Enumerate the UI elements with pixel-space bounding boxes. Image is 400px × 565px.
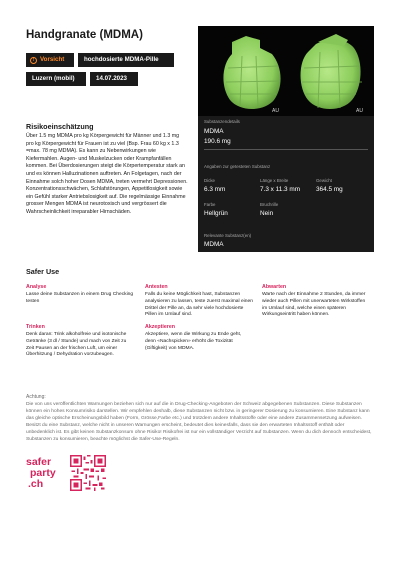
tip-title: Antesten: [145, 284, 168, 290]
date-badge: 14.07.2023: [90, 72, 138, 86]
disclaimer: [26, 394, 374, 443]
tip-text: Warte nach der Einnahme 2 Stunden, da immer wieder auch Pillen mit unerwarteten Wirkstoffen im Umlauf sind, welche einen späteren Wirkungseintritt haben können.: [262, 292, 366, 318]
weight-label: Gewicht: [316, 178, 332, 183]
weight-value: 364.5 mg: [316, 186, 343, 193]
tip-text: Denk daran: Trink alkoholfreie und isotonische Getränke (3 dl / Stunde) und mach von Zeit zu Zeit Pausen an der frischen Luft, um einer Überhitzung / Dehydration vorzubeugen.: [26, 332, 127, 358]
warning-icon: !: [30, 57, 37, 64]
substance-details-label: Substanzendetails: [204, 119, 240, 124]
photo-label-right: AU: [356, 108, 363, 114]
warning-badge: [26, 53, 74, 67]
pill-type-badge: hochdosierte MDMA-Pille: [78, 53, 174, 67]
tip-analysis: [26, 284, 134, 306]
disclaimer-heading: Achtung:: [26, 394, 46, 400]
tested-substance-label: Angaben zur getesteten Substanz: [204, 164, 271, 169]
relevant-substance-value: MDMA: [204, 241, 224, 248]
pill-photo: [198, 26, 374, 116]
substance-panel: [198, 116, 374, 252]
tip-drink: [26, 324, 134, 359]
pill-photo-image: [198, 26, 374, 116]
dimensions-label: Länge x Breite: [260, 178, 289, 183]
risk-heading: Risikoeinschätzung: [26, 122, 94, 131]
safer-use-heading: Safer Use: [26, 267, 60, 276]
score-line-value: Nein: [260, 210, 274, 217]
tip-title: Analyse: [26, 284, 47, 290]
tip-title: Abwarten: [262, 284, 287, 290]
disclaimer-body: Die von uns veröffentlichten Warnungen beziehen sich nur auf die in Drug-Checking-Angeboten der Schweiz abgegebenen Substanzen. Diese Substanzen können ein hohes Konsumrisiko darstellen. Wir empfehlen deshalb, diese Substanzen nicht bzw. in geringerer Dosierung zu konsumieren. Eine Substanz kann das gleiche optische Erscheinungsbild haben (Form, Grösse,Farbe etc.) und trotzdem andere Inhaltsstoffe oder eine andere Zusammensetzung aufweisen. Besitzt du eine Substanz, welche nicht in unseren Warnungen erscheint, bedeutet dies keinesfalls, dass sie den erwarteten Inhaltsstoff enthält oder unbedenklich ist. Es gibt keinen Substanzkonsum ohne Risiko! Risikofrei ist nur ein vollständiger Verzicht auf Substanzen. Wenn du dich dennoch entscheidest, Substanzen zu konsumieren, beachte möglichst die Safer-Use-Regeln.: [26, 402, 372, 442]
tip-wait: [262, 284, 370, 319]
color-value: Hellgrün: [204, 210, 228, 217]
tip-accept: [145, 324, 253, 352]
page-title: Handgranate (MDMA): [26, 29, 143, 41]
tip-text: Falls du keine Möglichkeit hast, Substanzen analysieren zu lassen, teste zuerst maximal einen Drittel der Pille an, da sehr viele hochdosierte Pillen im Umlauf sind.: [145, 292, 253, 318]
relevant-substance-label: Relevante Substanz(en): [204, 233, 252, 238]
thickness-label: Dicke: [204, 178, 215, 183]
saferparty-logo: [26, 455, 64, 491]
thickness-value: 6.3 mm: [204, 186, 226, 193]
tip-title: Trinken: [26, 324, 45, 330]
logo-line-1: safer: [26, 456, 52, 468]
location-badge: Luzern (mobil): [26, 72, 86, 86]
warning-label: Vorsicht: [40, 56, 65, 63]
substance-name: MDMA: [204, 128, 224, 135]
substance-amount: 190.6 mg: [204, 138, 231, 145]
score-line-label: Bruchrille: [260, 202, 279, 207]
logo-line-2: party: [30, 467, 56, 479]
tip-text: Akzeptiere, wenn die Wirkung zu Ende geht, denn «Nachspicken» erhöht die Toxizität (Giftigkeit) von MDMA.: [145, 332, 242, 351]
color-label: Farbe: [204, 202, 216, 207]
dimensions-value: 7.3 x 11.3 mm: [260, 186, 301, 193]
tip-text: Lasse deine Substanzen in einem Drug Checking testen: [26, 292, 134, 304]
panel-divider: [204, 149, 368, 150]
logo-line-3: .ch: [28, 478, 44, 490]
tip-title: Akzeptieren: [145, 324, 176, 330]
risk-body: Über 1.5 mg MDMA pro kg Körpergewicht für Männer und 1.3 mg pro kg Körpergewicht für Frauen ist zu viel (Bsp. Frau 60 kg x 1.3 =max. 78 mg MDMA). Es kann zu Nebenwirkungen wie Kiefermahlen. Augen- und Muskelzucken oder Krampfanfällen kommen. Bei Überdosierungen steigt die Körpertemperatur stark an und es können Halluzinationen auftreten. An Folgetagen, nach der Einnahme solch hoher Dosen MDMA, treten vermehrt Depressionen. Konzentrationsschwächen, Schlafstörungen, Appetitlosigkeit sowie ein Gefühl starker Antriebslosigkeit auf. Die regelmässige Einnahme grosser Mengen MDMA ist neurotoxisch und vergrössert die Wahrscheinlichkeit irreparabler Hirnschäden.: [26, 133, 188, 215]
photo-label-left: AU: [272, 108, 279, 114]
tip-pretest: [145, 284, 253, 319]
qr-code[interactable]: [70, 455, 106, 491]
